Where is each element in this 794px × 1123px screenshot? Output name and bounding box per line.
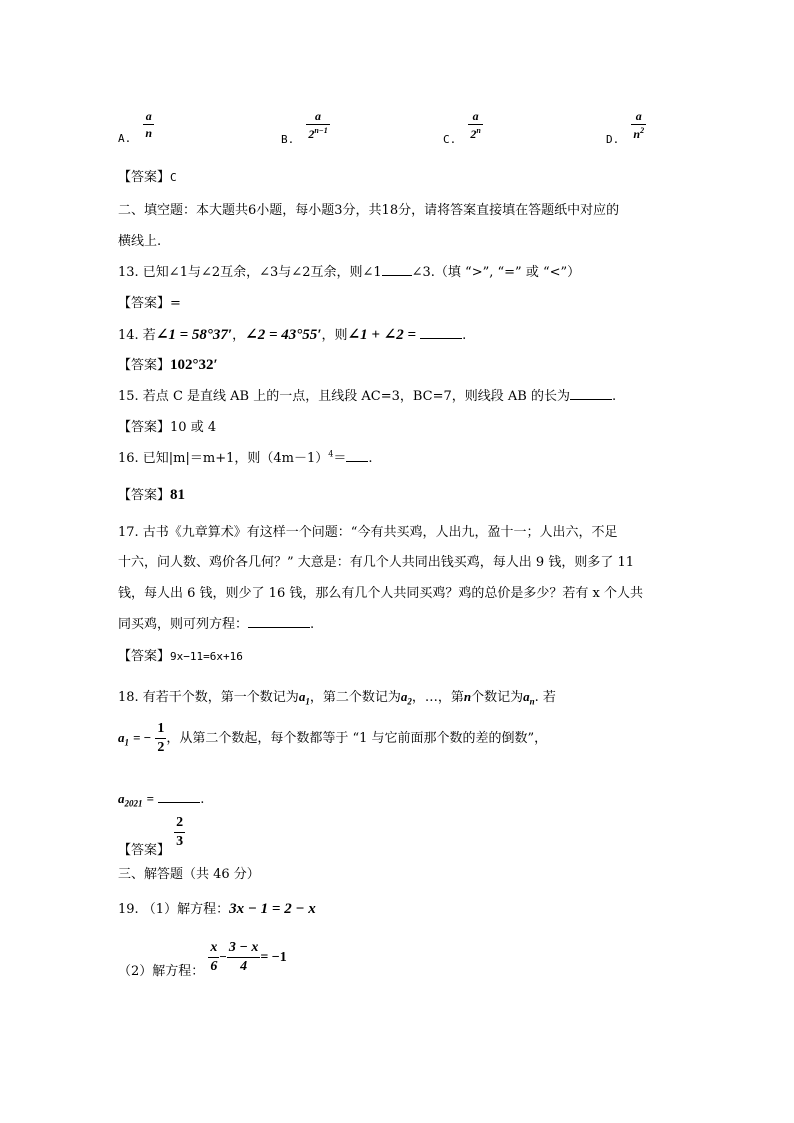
option-d-fraction: $\frac{a}{n^2}$ xyxy=(633,109,645,141)
fraction-neg-half: $\frac{1}{2}$ xyxy=(157,721,165,755)
question-19-part1: 19. （1）解方程：3x − 1 = 2 − x xyxy=(118,901,316,917)
question-18-line3: $a_{2021}$ = . xyxy=(118,791,205,809)
answer-blank[interactable] xyxy=(346,449,368,462)
answer-18: 【答案】 $\frac{2}{3}$ xyxy=(118,815,184,858)
math-angle1: ∠1 = 58°37′ xyxy=(155,327,233,343)
answer-14: 【答案】102°32′ xyxy=(118,357,218,373)
fraction-x-over-6: $\frac{x}{6}$ xyxy=(210,940,218,974)
question-17-line4: 同买鸡，则可列方程： . xyxy=(118,617,315,632)
answer-value: = xyxy=(170,296,181,311)
answer-blank[interactable] xyxy=(382,263,412,276)
answer-16: 【答案】81 xyxy=(118,487,186,503)
answer-12 xyxy=(118,166,177,185)
answer-value: 10 或 4 xyxy=(170,420,217,435)
answer-blank[interactable] xyxy=(248,615,310,628)
section-2-line2: 横线上. xyxy=(118,234,162,249)
section-2-line1: 二、填空题：本大题共6小题，每小题3分，共18分，请将答案直接填在答题纸中对应的 xyxy=(118,203,620,218)
option-d[interactable] xyxy=(606,109,646,146)
question-18-line2: $a_1$ = − $\frac{1}{2}$ ，从第二个数起，每个数都等于 “1 与它前面那个数的差的倒数”， xyxy=(118,721,548,755)
option-a[interactable] xyxy=(118,109,154,145)
math-angle2: ∠2 = 43°55′ xyxy=(245,327,322,343)
answer-value: 102°32′ xyxy=(170,357,218,373)
option-b[interactable] xyxy=(281,109,330,146)
question-18-line1: 18. 有若干个数，第一个数记为$a_1$，第二个数记为$a_2$，…，第n个数记为$a_n$. 若 xyxy=(118,689,556,707)
question-16: 16. 已知|m|＝m+1，则$(4m-1)^4=$ . xyxy=(118,449,373,466)
option-c-label: C. xyxy=(443,132,457,146)
answer-15: 【答案】10 或 4 xyxy=(118,420,217,435)
section-3-heading: 三、解答题（共 46 分） xyxy=(118,867,260,882)
option-c[interactable] xyxy=(443,109,483,146)
option-a-label: A. xyxy=(118,132,132,145)
option-b-label: B. xyxy=(281,132,295,146)
answer-blank[interactable] xyxy=(158,790,200,803)
answer-value: 81 xyxy=(170,487,186,503)
question-15: 15. 若点 C 是直线 AB 上的一点，且线段 AC=3，BC=7，则线段 AB 的长为 . xyxy=(118,389,617,404)
question-17-line1: 17. 古书《九章算术》有这样一个问题：“今有共买鸡，人出九，盈十一；人出六，不足 xyxy=(118,525,618,540)
answer-17: 【答案】9x−11=6x+16 xyxy=(118,649,243,664)
answer-fraction: $\frac{2}{3}$ xyxy=(176,815,184,849)
answer-13: 【答案】= xyxy=(118,296,181,311)
answer-blank[interactable] xyxy=(420,326,462,339)
answer-value: C xyxy=(170,171,177,184)
option-b-fraction: $\frac{a}{2^{n-1}}$ xyxy=(308,109,328,141)
option-c-fraction: $\frac{a}{2^n}$ xyxy=(470,109,481,141)
question-13: 13. 已知∠1与∠2互余，∠3与∠2互余，则∠1 ∠3.（填 “>”, “=” 或 “<”） xyxy=(118,265,581,280)
math-sum: ∠1 + ∠2 = xyxy=(347,327,417,343)
question-14: 14. 若∠1 = 58°37′，∠2 = 43°55′，则∠1 + ∠2 = . xyxy=(118,327,467,343)
question-19-part2: （2）解方程： $\frac{x}{6}$ − $\frac{3 - x}{4}$ = −1 xyxy=(118,940,287,979)
option-a-fraction: $\frac{a}{n}$ xyxy=(145,109,153,140)
answer-value: 9x−11=6x+16 xyxy=(170,650,243,663)
option-d-label: D. xyxy=(606,132,620,146)
answer-blank[interactable] xyxy=(570,387,612,400)
question-17-line3: 钱，每人出 6 钱，则少了 16 钱，那么有几个人共同买鸡？鸡的总价是多少？若有 x 个人共 xyxy=(118,586,643,601)
question-17-line2: 十六，问人数、鸡价各几何？” 大意是：有几个人共同出钱买鸡，每人出 9 钱，则多了 11 xyxy=(118,555,634,570)
fraction-3mx-over-4: $\frac{3 - x}{4}$ xyxy=(228,940,259,974)
answer-label: 【答案】 xyxy=(118,170,171,185)
